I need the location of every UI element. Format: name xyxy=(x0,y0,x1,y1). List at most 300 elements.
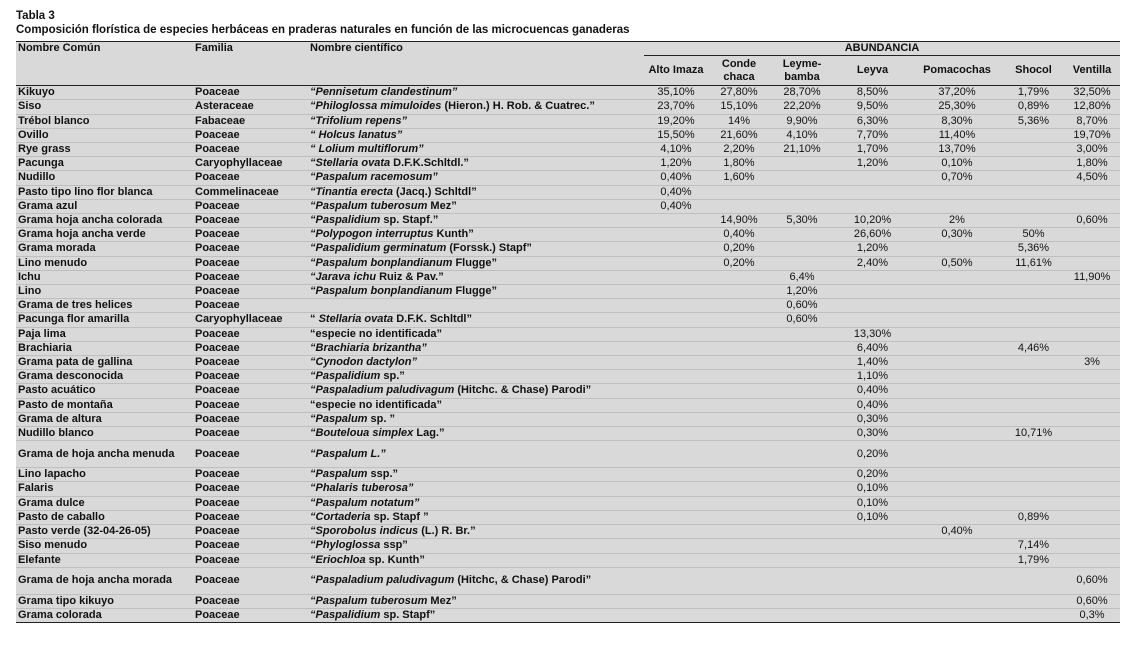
cell-abundance xyxy=(644,270,708,284)
scientific-name-italic: “Paspalidium xyxy=(310,608,381,621)
scientific-name-italic: “Pennisetum clandestinum” xyxy=(310,86,458,99)
cell-scientific-name xyxy=(308,482,644,496)
cell-abundance xyxy=(644,313,708,327)
cell-abundance xyxy=(911,468,1003,482)
scientific-name-author: Ruiz & Pav.” xyxy=(376,270,444,283)
cell-abundance xyxy=(911,567,1003,594)
cell-abundance: 15,50% xyxy=(644,128,708,142)
cell-abundance xyxy=(708,285,770,299)
cell-abundance xyxy=(770,242,834,256)
cell-abundance: 0,40% xyxy=(834,384,911,398)
scientific-name-italic: “Sporobolus indicus xyxy=(310,525,419,538)
cell-abundance xyxy=(708,356,770,370)
scientific-name-author: (Hitchc. & Chase) Parodi” xyxy=(454,384,592,397)
cell-common-name: Pasto verde (32-04-26-05) xyxy=(16,525,193,539)
table-row xyxy=(16,510,1120,524)
cell-abundance: 0,30% xyxy=(834,427,911,441)
scientific-name-author: Kunth” xyxy=(433,228,474,241)
cell-abundance xyxy=(1003,171,1064,185)
cell-abundance: 5,30% xyxy=(770,214,834,228)
species-table xyxy=(16,41,1120,623)
scientific-name-author: sp. Stapf ” xyxy=(370,510,429,523)
cell-scientific-name xyxy=(308,285,644,299)
cell-abundance: 9,90% xyxy=(770,114,834,128)
cell-family: Poaceae xyxy=(193,270,308,284)
cell-abundance xyxy=(644,370,708,384)
cell-abundance: 4,10% xyxy=(644,143,708,157)
cell-abundance xyxy=(1064,398,1120,412)
cell-abundance xyxy=(911,270,1003,284)
cell-abundance xyxy=(644,356,708,370)
cell-abundance xyxy=(708,441,770,468)
cell-abundance xyxy=(834,313,911,327)
cell-abundance: 8,70% xyxy=(1064,114,1120,128)
cell-abundance xyxy=(1003,313,1064,327)
cell-abundance: 22,20% xyxy=(770,100,834,114)
cell-abundance xyxy=(770,327,834,341)
cell-family: Poaceae xyxy=(193,171,308,185)
cell-abundance: 1,70% xyxy=(834,143,911,157)
cell-abundance xyxy=(1064,199,1120,213)
cell-abundance xyxy=(834,199,911,213)
cell-abundance: 5,36% xyxy=(1003,114,1064,128)
cell-abundance xyxy=(770,412,834,426)
cell-abundance: 0,60% xyxy=(1064,594,1120,608)
cell-family: Poaceae xyxy=(193,356,308,370)
scientific-name-italic: “Paspalidium germinatum xyxy=(310,242,447,255)
scientific-name-author: (Hitchc, & Chase) Parodi” xyxy=(454,574,592,587)
scientific-name-italic: “Bouteloua simplex xyxy=(310,427,414,440)
cell-abundance xyxy=(1064,510,1120,524)
table-row xyxy=(16,398,1120,412)
cell-abundance xyxy=(708,567,770,594)
cell-abundance: 0,3% xyxy=(1064,608,1120,622)
cell-scientific-name xyxy=(308,427,644,441)
cell-abundance xyxy=(770,171,834,185)
table-row xyxy=(16,327,1120,341)
cell-abundance xyxy=(708,299,770,313)
table-row xyxy=(16,356,1120,370)
cell-abundance xyxy=(1064,299,1120,313)
cell-scientific-name xyxy=(308,398,644,412)
cell-abundance xyxy=(644,525,708,539)
cell-common-name: Nudillo xyxy=(16,171,193,185)
cell-abundance xyxy=(644,594,708,608)
cell-abundance xyxy=(770,199,834,213)
cell-abundance xyxy=(708,270,770,284)
table-row xyxy=(16,468,1120,482)
cell-abundance: 0,20% xyxy=(708,256,770,270)
cell-abundance: 14% xyxy=(708,114,770,128)
cell-abundance xyxy=(1064,482,1120,496)
cell-family: Poaceae xyxy=(193,525,308,539)
cell-common-name: Pasto tipo lino flor blanca xyxy=(16,185,193,199)
table-row xyxy=(16,313,1120,327)
cell-abundance xyxy=(770,594,834,608)
header-abundance: ABUNDANCIA xyxy=(644,42,1120,56)
header-site: Shocol xyxy=(1003,56,1064,86)
table-row xyxy=(16,299,1120,313)
cell-abundance xyxy=(644,256,708,270)
cell-abundance xyxy=(644,553,708,567)
cell-abundance xyxy=(770,356,834,370)
header-site: Pomacochas xyxy=(911,56,1003,86)
cell-scientific-name xyxy=(308,510,644,524)
cell-common-name: Grama de hoja ancha morada xyxy=(16,567,193,594)
cell-common-name: Nudillo blanco xyxy=(16,427,193,441)
cell-abundance xyxy=(1064,185,1120,199)
cell-abundance xyxy=(644,299,708,313)
cell-abundance xyxy=(1064,256,1120,270)
cell-scientific-name xyxy=(308,157,644,171)
cell-abundance: 37,20% xyxy=(911,86,1003,100)
cell-abundance xyxy=(644,214,708,228)
cell-family: Poaceae xyxy=(193,539,308,553)
table-row xyxy=(16,185,1120,199)
cell-abundance: 1,60% xyxy=(708,171,770,185)
cell-family: Poaceae xyxy=(193,341,308,355)
table-row xyxy=(16,256,1120,270)
cell-family: Poaceae xyxy=(193,553,308,567)
scientific-name-author: Flugge” xyxy=(452,256,498,269)
cell-family: Poaceae xyxy=(193,128,308,142)
cell-family: Poaceae xyxy=(193,384,308,398)
cell-abundance xyxy=(911,427,1003,441)
cell-scientific-name xyxy=(308,256,644,270)
cell-family: Poaceae xyxy=(193,510,308,524)
scientific-name-italic: “Polypogon interruptus xyxy=(310,228,434,241)
cell-abundance xyxy=(770,427,834,441)
cell-abundance xyxy=(911,313,1003,327)
cell-scientific-name xyxy=(308,567,644,594)
scientific-name-italic: “Paspalum tuberosum xyxy=(310,199,428,212)
cell-common-name: Lino lapacho xyxy=(16,468,193,482)
scientific-name-italic: “ Holcus lanatus” xyxy=(310,128,403,141)
cell-abundance xyxy=(1003,608,1064,622)
cell-abundance xyxy=(1003,157,1064,171)
cell-abundance xyxy=(834,525,911,539)
cell-common-name: Grama tipo kikuyo xyxy=(16,594,193,608)
cell-scientific-name xyxy=(308,441,644,468)
cell-abundance xyxy=(1064,327,1120,341)
cell-abundance xyxy=(911,496,1003,510)
cell-common-name: Grama colorada xyxy=(16,608,193,622)
cell-abundance xyxy=(644,468,708,482)
cell-abundance xyxy=(708,341,770,355)
cell-abundance xyxy=(834,171,911,185)
cell-abundance: 2% xyxy=(911,214,1003,228)
cell-abundance xyxy=(708,468,770,482)
cell-abundance: 0,30% xyxy=(834,412,911,426)
cell-abundance xyxy=(1003,143,1064,157)
cell-common-name: Elefante xyxy=(16,553,193,567)
table-row xyxy=(16,128,1120,142)
cell-family: Commelinaceae xyxy=(193,185,308,199)
cell-abundance xyxy=(1064,370,1120,384)
cell-scientific-name xyxy=(308,341,644,355)
cell-abundance: 1,20% xyxy=(834,157,911,171)
scientific-name-author: sp. Stapf.” xyxy=(380,214,439,227)
cell-abundance xyxy=(708,327,770,341)
cell-abundance: 14,90% xyxy=(708,214,770,228)
cell-abundance: 21,10% xyxy=(770,143,834,157)
table-caption: Composición florística de especies herbáceas en praderas naturales en función de las microcuencas ganaderas xyxy=(16,24,630,36)
cell-family: Poaceae xyxy=(193,299,308,313)
cell-abundance xyxy=(644,608,708,622)
cell-abundance xyxy=(644,482,708,496)
cell-abundance xyxy=(1003,567,1064,594)
cell-abundance: 0,10% xyxy=(834,496,911,510)
cell-abundance xyxy=(708,539,770,553)
cell-abundance: 19,20% xyxy=(644,114,708,128)
cell-scientific-name xyxy=(308,327,644,341)
cell-common-name: Kikuyo xyxy=(16,86,193,100)
cell-abundance xyxy=(708,510,770,524)
cell-abundance xyxy=(1064,468,1120,482)
cell-abundance: 1,80% xyxy=(708,157,770,171)
header-common-name: Nombre Común xyxy=(16,42,193,86)
cell-abundance xyxy=(770,185,834,199)
cell-abundance xyxy=(1003,482,1064,496)
cell-abundance xyxy=(911,412,1003,426)
scientific-name-italic: “Jarava ichu xyxy=(310,270,377,283)
cell-family: Poaceae xyxy=(193,482,308,496)
cell-abundance: 1,20% xyxy=(834,242,911,256)
cell-abundance xyxy=(770,384,834,398)
cell-abundance xyxy=(1003,594,1064,608)
scientific-name-italic: “Paspalum racemosum” xyxy=(310,171,438,184)
cell-abundance xyxy=(708,594,770,608)
table-row xyxy=(16,171,1120,185)
cell-common-name: Lino menudo xyxy=(16,256,193,270)
cell-common-name: Paja lima xyxy=(16,327,193,341)
cell-abundance xyxy=(911,441,1003,468)
cell-family: Poaceae xyxy=(193,496,308,510)
cell-abundance xyxy=(911,370,1003,384)
cell-abundance xyxy=(911,482,1003,496)
cell-abundance xyxy=(911,384,1003,398)
cell-abundance xyxy=(1064,228,1120,242)
cell-abundance xyxy=(911,539,1003,553)
cell-common-name: Siso menudo xyxy=(16,539,193,553)
table-row xyxy=(16,608,1120,622)
scientific-name-author: (L.) R. Br.” xyxy=(418,525,476,538)
scientific-name-author: sp. Kunth” xyxy=(365,553,425,566)
cell-abundance xyxy=(708,199,770,213)
scientific-name-author: “especie no identificada” xyxy=(310,398,443,411)
scientific-name-author: sp.” xyxy=(380,370,405,383)
cell-abundance: 0,89% xyxy=(1003,510,1064,524)
cell-abundance: 0,20% xyxy=(834,468,911,482)
cell-abundance: 28,70% xyxy=(770,86,834,100)
cell-family: Fabaceae xyxy=(193,114,308,128)
cell-abundance xyxy=(708,608,770,622)
header-site: Alto Imaza xyxy=(644,56,708,86)
table-row xyxy=(16,482,1120,496)
scientific-name-author: ssp.” xyxy=(367,468,399,481)
cell-abundance xyxy=(911,242,1003,256)
cell-abundance: 3,00% xyxy=(1064,143,1120,157)
cell-abundance xyxy=(1003,525,1064,539)
scientific-name-author: (Forssk.) Stapf” xyxy=(446,242,532,255)
scientific-name-italic: “Paspalum L.” xyxy=(310,447,386,460)
cell-abundance xyxy=(911,608,1003,622)
cell-scientific-name xyxy=(308,496,644,510)
cell-abundance xyxy=(708,398,770,412)
cell-abundance xyxy=(644,427,708,441)
cell-family: Poaceae xyxy=(193,441,308,468)
cell-abundance: 0,20% xyxy=(708,242,770,256)
cell-abundance: 0,89% xyxy=(1003,100,1064,114)
cell-common-name: Grama dulce xyxy=(16,496,193,510)
cell-family: Poaceae xyxy=(193,256,308,270)
scientific-name-italic: “Paspalum tuberosum xyxy=(310,594,428,607)
table-row xyxy=(16,384,1120,398)
cell-family: Poaceae xyxy=(193,214,308,228)
cell-abundance xyxy=(911,398,1003,412)
cell-abundance xyxy=(644,539,708,553)
cell-abundance xyxy=(708,313,770,327)
cell-abundance xyxy=(770,567,834,594)
cell-abundance xyxy=(644,510,708,524)
cell-family: Poaceae xyxy=(193,594,308,608)
cell-scientific-name xyxy=(308,525,644,539)
cell-family: Caryophyllaceae xyxy=(193,157,308,171)
table-row xyxy=(16,100,1120,114)
cell-abundance xyxy=(834,539,911,553)
cell-scientific-name xyxy=(308,370,644,384)
table-row xyxy=(16,412,1120,426)
table-row xyxy=(16,441,1120,468)
table-row xyxy=(16,86,1120,100)
cell-abundance xyxy=(1003,185,1064,199)
cell-family: Poaceae xyxy=(193,567,308,594)
cell-abundance xyxy=(770,370,834,384)
cell-abundance: 23,70% xyxy=(644,100,708,114)
cell-abundance xyxy=(644,384,708,398)
cell-common-name: Grama desconocida xyxy=(16,370,193,384)
cell-abundance: 35,10% xyxy=(644,86,708,100)
cell-abundance: 19,70% xyxy=(1064,128,1120,142)
cell-common-name: Grama morada xyxy=(16,242,193,256)
cell-abundance xyxy=(644,285,708,299)
cell-abundance xyxy=(911,594,1003,608)
cell-abundance xyxy=(708,185,770,199)
cell-common-name: Grama hoja ancha colorada xyxy=(16,214,193,228)
cell-abundance xyxy=(770,608,834,622)
cell-abundance: 50% xyxy=(1003,228,1064,242)
cell-abundance xyxy=(1003,441,1064,468)
scientific-name-author: (Hieron.) H. Rob. & Cuatrec.” xyxy=(441,100,595,113)
cell-abundance xyxy=(911,510,1003,524)
cell-abundance: 10,71% xyxy=(1003,427,1064,441)
cell-abundance xyxy=(708,496,770,510)
cell-abundance xyxy=(911,341,1003,355)
cell-abundance: 1,40% xyxy=(834,356,911,370)
cell-scientific-name xyxy=(308,539,644,553)
cell-abundance: 1,20% xyxy=(644,157,708,171)
cell-abundance xyxy=(1064,384,1120,398)
scientific-name-italic: “Cortaderia xyxy=(310,510,371,523)
cell-abundance xyxy=(911,299,1003,313)
cell-abundance xyxy=(644,242,708,256)
cell-abundance: 0,60% xyxy=(770,299,834,313)
cell-common-name: Grama de tres helices xyxy=(16,299,193,313)
cell-abundance: 0,40% xyxy=(644,185,708,199)
cell-abundance xyxy=(644,496,708,510)
scientific-name-italic: Stellaria ovata xyxy=(318,313,394,326)
cell-abundance: 1,79% xyxy=(1003,553,1064,567)
cell-common-name: Grama pata de gallina xyxy=(16,356,193,370)
cell-abundance: 8,30% xyxy=(911,114,1003,128)
cell-abundance xyxy=(1003,128,1064,142)
cell-abundance: 0,40% xyxy=(911,525,1003,539)
cell-abundance: 0,10% xyxy=(834,510,911,524)
scientific-name-author: Flugge” xyxy=(452,285,498,298)
cell-abundance xyxy=(1003,468,1064,482)
cell-abundance xyxy=(1003,412,1064,426)
cell-abundance: 0,60% xyxy=(770,313,834,327)
cell-abundance xyxy=(1003,299,1064,313)
cell-abundance xyxy=(770,228,834,242)
scientific-name-author: (Jacq.) Schltdl” xyxy=(392,185,477,198)
cell-common-name: Ovillo xyxy=(16,128,193,142)
cell-abundance: 4,50% xyxy=(1064,171,1120,185)
cell-abundance xyxy=(708,482,770,496)
cell-common-name: Grama hoja ancha verde xyxy=(16,228,193,242)
cell-scientific-name xyxy=(308,143,644,157)
cell-family: Poaceae xyxy=(193,412,308,426)
cell-abundance: 1,80% xyxy=(1064,157,1120,171)
cell-abundance xyxy=(1003,285,1064,299)
cell-common-name: Pasto acuático xyxy=(16,384,193,398)
cell-abundance xyxy=(1003,356,1064,370)
cell-abundance xyxy=(770,553,834,567)
cell-abundance xyxy=(770,482,834,496)
scientific-name-italic: “Paspalum bonplandianum xyxy=(310,256,453,269)
scientific-name-author: “especie no identificada” xyxy=(310,327,443,340)
cell-scientific-name xyxy=(308,185,644,199)
cell-scientific-name xyxy=(308,242,644,256)
table-row xyxy=(16,285,1120,299)
table-row xyxy=(16,270,1120,284)
cell-abundance: 3% xyxy=(1064,356,1120,370)
cell-abundance xyxy=(644,341,708,355)
cell-abundance: 4,10% xyxy=(770,128,834,142)
cell-abundance xyxy=(770,496,834,510)
scientific-name-author: Mez” xyxy=(427,199,457,212)
cell-abundance xyxy=(644,412,708,426)
scientific-name-italic: “Paspalidium xyxy=(310,370,381,383)
cell-common-name: Falaris xyxy=(16,482,193,496)
cell-common-name: Rye grass xyxy=(16,143,193,157)
cell-abundance: 15,10% xyxy=(708,100,770,114)
cell-family: Asteraceae xyxy=(193,100,308,114)
table-row xyxy=(16,594,1120,608)
scientific-name-author: Lag.” xyxy=(413,427,445,440)
cell-scientific-name xyxy=(308,468,644,482)
table-row xyxy=(16,242,1120,256)
cell-abundance: 0,60% xyxy=(1064,214,1120,228)
cell-abundance: 6,4% xyxy=(770,270,834,284)
scientific-name-author: D.F.K.Schltdl.” xyxy=(390,157,469,170)
cell-common-name: Lino xyxy=(16,285,193,299)
cell-abundance: 10,20% xyxy=(834,214,911,228)
cell-abundance xyxy=(770,398,834,412)
cell-abundance xyxy=(770,441,834,468)
cell-abundance: 27,80% xyxy=(708,86,770,100)
cell-abundance xyxy=(911,199,1003,213)
